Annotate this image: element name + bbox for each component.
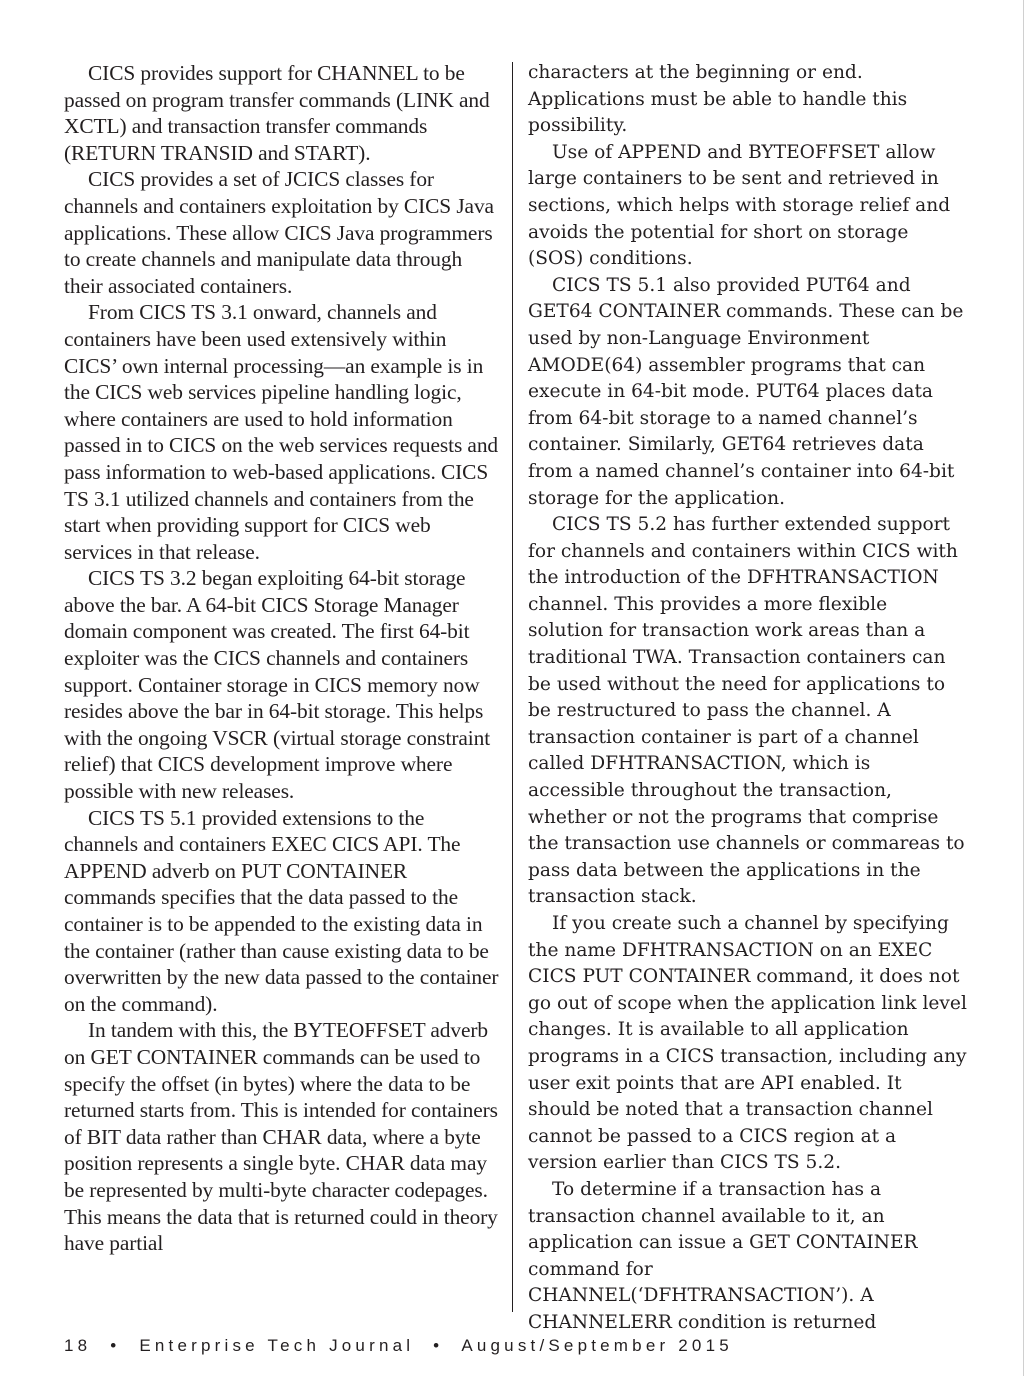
paragraph: CICS provides support for CHANNEL to be passed on program transfer commands (LINK and XCTL) and transaction transfer commands (RETURN TRANSID and START). bbox=[64, 61, 490, 165]
bullet-separator: • bbox=[433, 1336, 444, 1355]
paragraph: CICS TS 5.1 provided extensions to the channels and containers EXEC CICS API. The APPEND adverb on PUT CONTAINER commands specifies that the data passed to the container is to be appended to the existing data in the container (rather than cause existing data to be overwritten by the new data passed to the container on the command). bbox=[64, 805, 499, 1016]
paragraph-continuation: characters at the beginning or end. Applications must be able to handle this possibility. bbox=[528, 62, 908, 137]
paragraph: Use of APPEND and BYTEOFFSET allow large containers to be sent and retrieved in sections, which helps with storage relief and avoids the potential for short on storage (SOS) conditions. bbox=[528, 141, 951, 270]
column-divider bbox=[512, 62, 513, 1312]
page-number: 18 bbox=[64, 1336, 92, 1355]
paragraph: CICS TS 5.1 also provided PUT64 and GET64 CONTAINER commands. These can be used by non-Language Environment AMODE(64) assembler programs that can execute in 64-bit mode. PUT64 places data from 64-bit storage to a named channel’s container. Similarly, GET64 retrieves data from a named channel’s container into 64-bit storage for the application. bbox=[528, 274, 964, 509]
left-column bbox=[64, 60, 500, 1257]
paragraph: In tandem with this, the BYTEOFFSET adverb on GET CONTAINER commands can be used to specify the offset (in bytes) where the data to be returned starts from. This is intended for containers of BIT data rather than CHAR data, where a byte position represents a single byte. CHAR data may be represented by multi-byte character codepages. This means the data that is returned could in theory have partial bbox=[64, 1018, 498, 1256]
paragraph: If you create such a channel by specifying the name DFHTRANSACTION on an EXEC CICS PUT CONTAINER command, it does not go out of scope when the application link level changes. It is available to all application programs in a CICS transaction, including any user exit points that are API enabled. It should be noted that a transaction channel cannot be passed to a CICS region at a version earlier than CICS TS 5.2. bbox=[528, 913, 967, 1174]
bullet-separator: • bbox=[110, 1336, 121, 1355]
publication-name: Enterprise Tech Journal bbox=[139, 1336, 415, 1355]
paragraph: CICS TS 5.2 has further extended support for channels and containers within CICS with the introduction of the DFHTRANSACTION channel. This provides a more flexible solution for transaction work areas than a traditional TWA. Transaction containers can be used without the need for applications to be restructured to pass the channel. A transaction container is part of a channel called DFHTRANSACTION, which is accessible throughout the transaction, whether or not the programs that comprise the transaction use channels or commareas to pass data between the applications in the transaction stack. bbox=[528, 514, 965, 908]
paragraph: From CICS TS 3.1 onward, channels and containers have been used extensively within CICS’ own internal processing—an example is in the CICS web services pipeline handling logic, where containers are used to hold information passed in to CICS on the web services requests and pass information to web-based applications. CICS TS 3.1 utilized channels and containers from the start when providing support for CICS web services in that release. bbox=[64, 300, 499, 564]
paragraph: CICS provides a set of JCICS classes for channels and containers exploitation by CICS Java applications. These allow CICS Java programmers to create channels and manipulate data through their associated containers. bbox=[64, 167, 494, 298]
paragraph: To determine if a transaction has a transaction channel available to it, an application can issue a GET CONTAINER command for CHANNEL(‘DFHTRANSACTION’). A CHANNELERR condition is returned bbox=[528, 1178, 918, 1333]
paragraph: CICS TS 3.2 began exploiting 64-bit storage above the bar. A 64-bit CICS Storage Manager domain component was created. The first 64-bit exploiter was the CICS channels and containers support. Container storage in CICS memory now resides above the bar in 64-bit storage. This helps with the ongoing VSCR (virtual storage constraint relief) that CICS development improve where possible with new releases. bbox=[64, 566, 491, 804]
page-footer bbox=[64, 1336, 733, 1356]
issue-date: August/September 2015 bbox=[461, 1336, 733, 1355]
right-column bbox=[528, 60, 968, 1337]
